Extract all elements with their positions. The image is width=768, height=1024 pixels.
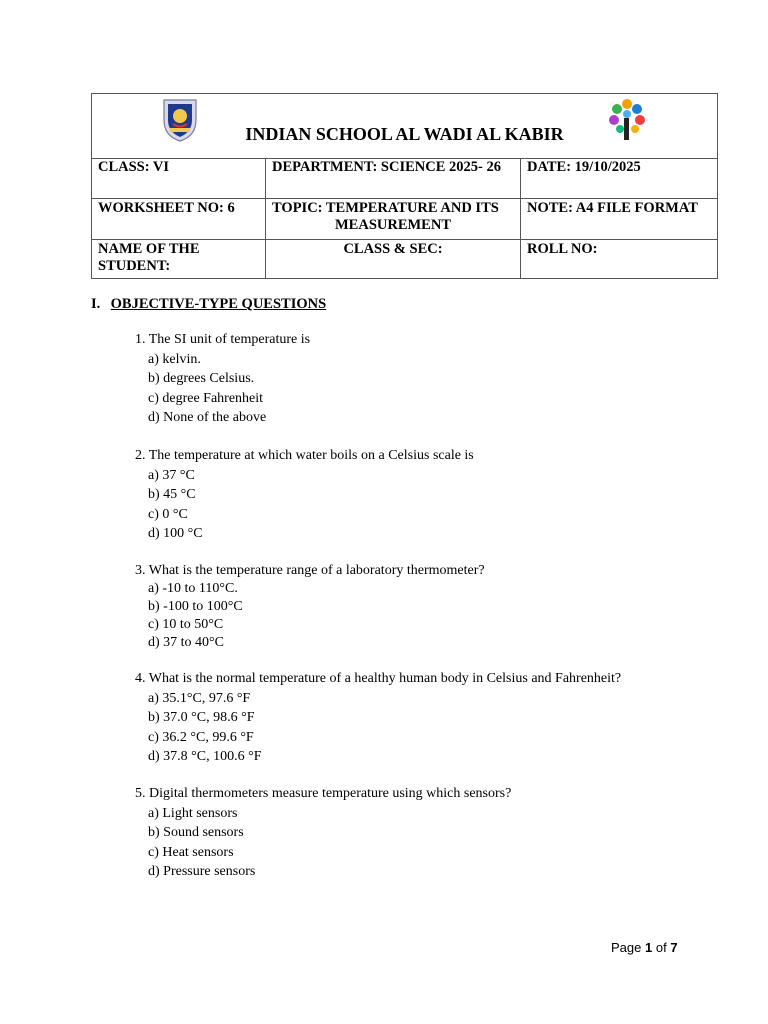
option: c) 0 °C bbox=[148, 506, 188, 522]
option: b) Sound sensors bbox=[148, 825, 244, 841]
class-cell: CLASS: VI bbox=[92, 158, 266, 198]
option: d) None of the above bbox=[148, 410, 267, 426]
option: d) 37 to 40°C bbox=[148, 635, 224, 650]
question-1 bbox=[135, 330, 310, 428]
option: a) 37 °C bbox=[148, 467, 195, 483]
option: b) 37.0 °C, 98.6 °F bbox=[148, 710, 255, 726]
section-title: OBJECTIVE-TYPE QUESTIONS bbox=[110, 296, 327, 312]
department-cell: DEPARTMENT: SCIENCE 2025- 26 bbox=[266, 158, 521, 198]
roll-no-cell: ROLL NO: bbox=[527, 241, 598, 257]
option: a) Light sensors bbox=[148, 805, 238, 821]
question-stem: 4. What is the normal temperature of a healthy human body in Celsius and Fahrenheit? bbox=[135, 671, 622, 686]
header-row-student bbox=[92, 240, 717, 278]
date-cell: DATE: 19/10/2025 bbox=[527, 159, 641, 175]
question-stem: 5. Digital thermometers measure temperature using which sensors? bbox=[135, 786, 512, 801]
section-number: I. bbox=[91, 296, 101, 312]
option: d) 37.8 °C, 100.6 °F bbox=[148, 749, 262, 765]
question-stem: 3. What is the temperature range of a laboratory thermometer? bbox=[135, 563, 485, 578]
student-name-cell bbox=[92, 240, 266, 278]
option: a) kelvin. bbox=[148, 351, 201, 367]
page-word: Page bbox=[611, 940, 642, 955]
option: d) Pressure sensors bbox=[148, 864, 256, 880]
class-sec-cell: CLASS & SEC: bbox=[266, 240, 521, 278]
section-heading bbox=[91, 296, 326, 313]
option: c) 10 to 50°C bbox=[148, 617, 224, 632]
worksheet-cell: WORKSHEET NO: 6 bbox=[92, 199, 266, 239]
header-table bbox=[91, 93, 718, 279]
option: a) 35.1°C, 97.6 °F bbox=[148, 690, 251, 706]
tree-logo bbox=[606, 96, 648, 142]
question-2 bbox=[135, 446, 474, 544]
question-5 bbox=[135, 784, 511, 882]
topic-cell bbox=[266, 199, 521, 239]
student-name-line-2: STUDENT: bbox=[98, 258, 171, 274]
option: d) 100 °C bbox=[148, 526, 203, 542]
question-stem: 1. The SI unit of temperature is bbox=[135, 332, 311, 347]
header-row-worksheet bbox=[92, 199, 717, 240]
option: a) -10 to 110°C. bbox=[148, 581, 238, 596]
school-name: INDIAN SCHOOL AL WADI AL KABIR bbox=[245, 124, 564, 144]
question-3 bbox=[135, 562, 485, 652]
option: b) -100 to 100°C bbox=[148, 599, 243, 614]
page-number bbox=[611, 940, 678, 955]
student-name-line-1: NAME OF THE bbox=[98, 241, 200, 257]
header-row-class bbox=[92, 158, 717, 199]
page-current: 1 bbox=[645, 940, 653, 955]
note-cell: NOTE: A4 FILE FORMAT bbox=[527, 200, 698, 216]
page-total: 7 bbox=[670, 940, 678, 955]
topic-line-2: MEASUREMENT bbox=[334, 217, 451, 233]
header-title-row bbox=[92, 94, 717, 159]
topic-line-1: TOPIC: TEMPERATURE AND ITS bbox=[272, 200, 499, 216]
option: b) 45 °C bbox=[148, 487, 196, 503]
option: b) degrees Celsius. bbox=[148, 371, 255, 387]
option: c) 36.2 °C, 99.6 °F bbox=[148, 729, 254, 745]
option: c) degree Fahrenheit bbox=[148, 390, 264, 406]
page-of: of bbox=[655, 940, 667, 955]
question-4 bbox=[135, 669, 621, 767]
option: c) Heat sensors bbox=[148, 844, 234, 860]
question-stem: 2. The temperature at which water boils on a Celsius scale is bbox=[135, 448, 474, 463]
